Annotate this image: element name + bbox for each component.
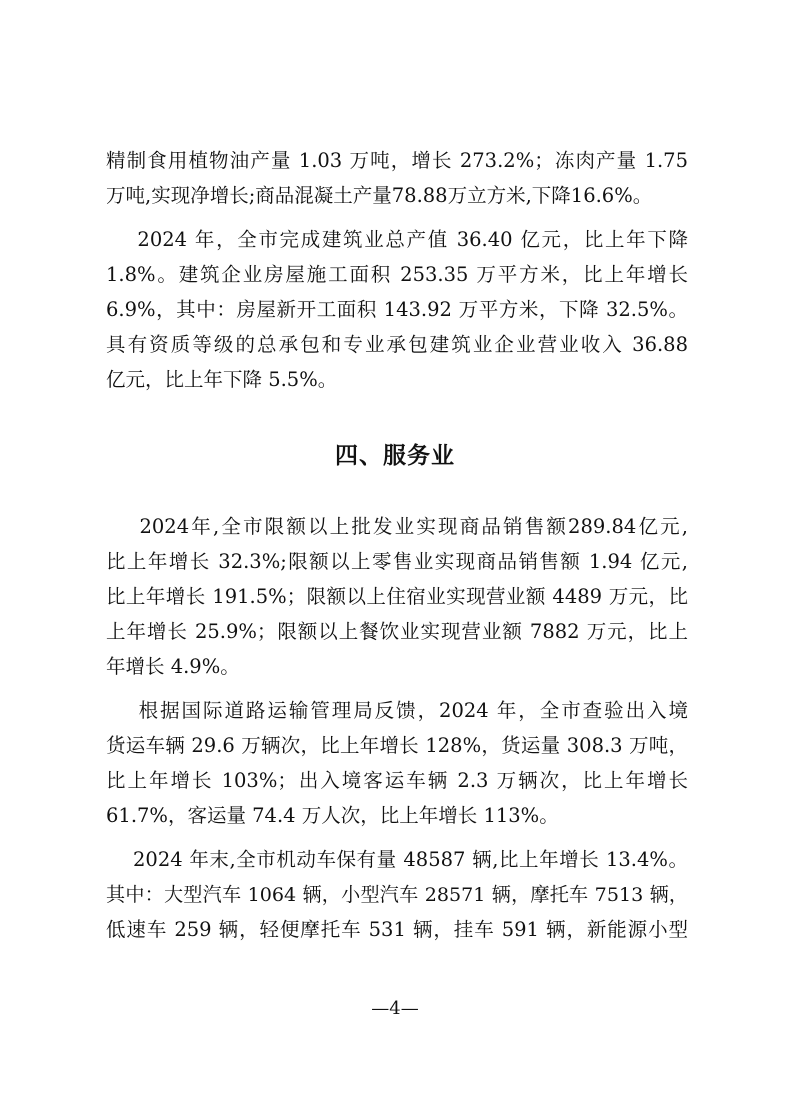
text-line: 其中：大型汽车 1064 辆，小型汽车 28571 辆，摩托车 7513 辆， [106,883,688,906]
text-line: 2024年,全市限额以上批发业实现商品销售额289.84亿元, [106,515,688,538]
text-line: 货运车辆 29.6 万辆次，比上年增长 128%，货运量 308.3 万吨， [106,734,688,757]
text-line: 2024 年末,全市机动车保有量 48587 辆,比上年增长 13.4%。 [106,848,688,871]
text-line: 上年增长 25.9%；限额以上餐饮业实现营业额 7882 万元，比上 [106,620,688,643]
paragraph-industry-output [106,143,688,213]
text-line: 2024 年，全市完成建筑业总产值 36.40 亿元，比上年下降 [106,228,688,251]
text-line: 比上年增长 103%；出入境客运车辆 2.3 万辆次，比上年增长 [106,769,688,792]
paragraph-retail [106,509,688,684]
text-line: 1.8%。建筑企业房屋施工面积 253.35 万平方米，比上年增长 [106,263,688,286]
page-number: —4— [371,998,419,1019]
text-line: 比上年增长 32.3%;限额以上零售业实现商品销售额 1.94 亿元, [106,550,688,573]
text-line: 万吨,实现净增长;商品混凝土产量78.88万立方米,下降16.6%。 [106,184,653,207]
text-line: 年增长 4.9%。 [106,655,240,678]
text-line: 具有资质等级的总承包和专业承包建筑业企业营业收入 36.88 [106,333,688,356]
text-line: 精制食用植物油产量 1.03 万吨，增长 273.2%；冻肉产量 1.75 [106,149,688,172]
paragraph-motor-vehicles [106,842,688,947]
text-line: 6.9%，其中：房屋新开工面积 143.92 万平方米，下降 32.5%。 [106,298,688,321]
text-line: 亿元，比上年下降 5.5%。 [106,368,338,391]
section-heading: 四、服务业 [335,443,455,469]
text-line: 61.7%，客运量 74.4 万人次，比上年增长 113%。 [106,804,559,827]
text-line: 根据国际道路运输管理局反馈，2024 年，全市查验出入境 [106,699,688,722]
paragraph-border-transport [106,693,688,833]
text-line: 比上年增长 191.5%；限额以上住宿业实现营业额 4489 万元，比 [106,585,688,608]
paragraph-construction [106,222,688,397]
text-line: 低速车 259 辆，轻便摩托车 531 辆，挂车 591 辆，新能源小型 [106,918,688,941]
